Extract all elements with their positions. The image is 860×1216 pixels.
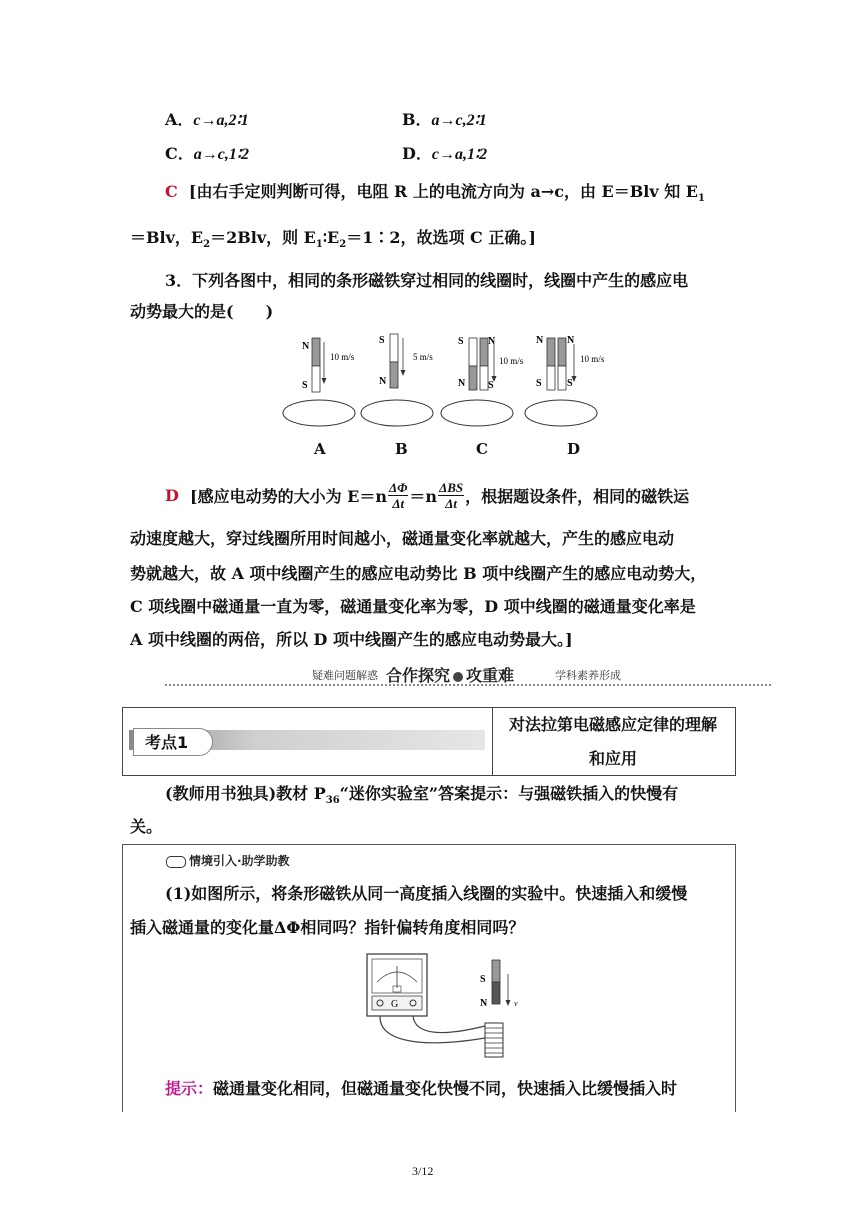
option-c: C．a→c,1∶2 <box>165 144 250 163</box>
magnet-s-half <box>492 960 500 982</box>
divider-title: 合作探究 攻重难 <box>386 666 515 685</box>
fig2-pole-n: N <box>480 998 488 1009</box>
coil <box>485 1023 503 1057</box>
answer2-line1: C [由右手定则判断可得，电阻 R 上的电流方向为 a→c，由 E＝Blv 知 $E_1$ <box>165 182 705 205</box>
speed-a: 10 m/s <box>330 352 355 362</box>
magnet-n-half <box>492 982 500 1004</box>
meter-g-label: G <box>391 999 399 1010</box>
pole-n-c2: N <box>488 336 496 347</box>
pole-s-b: S <box>379 335 385 346</box>
speed-c: 10 m/s <box>499 356 524 366</box>
magnet-c1-s <box>469 338 477 366</box>
magnet-c2-s <box>480 366 488 390</box>
fraction-1: ΔΦ Δt <box>389 480 408 511</box>
pole-s-c2: S <box>488 380 494 391</box>
answer3-line5: A 项中线圈的两倍，所以 D 项中线圈产生的感应电动势最大。] <box>130 630 573 649</box>
coil-a <box>283 400 355 426</box>
figure-label-b: B <box>395 440 408 458</box>
divider-arrow-icon <box>453 672 463 682</box>
magnet-d2-n <box>558 338 566 366</box>
teacher-note-line1: (教师用书独具)教材 $P_{36}“$迷你实验室”答案提示：与强磁铁插入的快慢有 <box>165 784 679 807</box>
speed-d: 10 m/s <box>580 354 605 364</box>
figure-label-a: A <box>314 440 326 458</box>
teacher-note-line2: 关。 <box>130 817 163 836</box>
pole-n-d2: N <box>567 335 575 346</box>
coil-d <box>525 400 597 426</box>
situation-question-line1: (1)如图所示，将条形磁铁从同一高度插入线圈的实验中。快速插入和缓慢 <box>165 884 688 903</box>
hint-line: 提示：磁通量变化相同，但磁通量变化快慢不同，快速插入比缓慢插入时 <box>165 1079 678 1098</box>
magnet-a-n <box>312 338 320 366</box>
divider-right-text: 学科素养形成 <box>555 669 621 682</box>
kaodian-title-line1: 对法拉第电磁感应定律的理解 <box>509 715 718 734</box>
answer3-line4: C 项线圈中磁通量一直为零，磁通量变化率为零，D 项中线圈的磁通量变化率是 <box>130 597 696 616</box>
pole-n-c1: N <box>458 378 466 389</box>
magnet-d1-n <box>547 338 555 366</box>
magnet-b-n <box>390 362 398 388</box>
magnet-c1-n <box>469 366 477 390</box>
kaodian-tag: 考点1 <box>145 733 189 752</box>
option-d: D．c→a,1∶2 <box>402 144 488 163</box>
magnet-d2-s <box>558 366 566 390</box>
page-number: 3/12 <box>412 1164 434 1178</box>
kaodian-box <box>122 707 736 776</box>
magnet-c2-n <box>480 338 488 366</box>
velocity-label: v <box>514 999 518 1008</box>
situation-header: 情境引入·助学助教 <box>166 852 290 869</box>
kaodian-title-line2: 和应用 <box>589 749 638 768</box>
figure-label-d: D <box>567 440 581 458</box>
option-a: A．c→a,2∶1 <box>165 110 249 129</box>
speed-b: 5 m/s <box>413 352 433 362</box>
question3-line1: 3．下列各图中，相同的条形磁铁穿过相同的线圈时，线圈中产生的感应电 <box>165 271 689 290</box>
magnet-coil-figure <box>280 330 620 435</box>
answer3-line3: 势就越大，故 A 项中线圈产生的感应电动势比 B 项中线圈产生的感应电动势大， <box>130 564 707 583</box>
pole-s-a: S <box>302 380 308 391</box>
fig2-pole-s: S <box>480 974 486 985</box>
magnet-b-s <box>390 334 398 362</box>
divider-left-text: 疑难问题解惑 <box>312 669 378 682</box>
pole-s-d1: S <box>536 378 542 389</box>
pole-s-c1: S <box>458 336 464 347</box>
fraction-2: ΔBS Δt <box>439 480 464 511</box>
figure-label-c: C <box>476 440 488 458</box>
pole-n-a: N <box>302 341 310 352</box>
answer3-line2: 动速度越大，穿过线圈所用时间越小，磁通量变化率就越大，产生的感应电动 <box>130 529 675 548</box>
answer2-line2: ＝Blv，$E_2=2Blv$，则 $E_1∶E_2=1∶2$，故选项 C 正确。] <box>130 228 536 251</box>
answer3-line1: D [感应电动势的大小为 E＝n ΔΦ Δt ＝n ΔBS Δt ，根据题设条件，相同的磁铁运 <box>165 480 690 511</box>
option-b: B．a→c,2∶1 <box>402 110 487 129</box>
hand-pointer-icon <box>166 856 186 868</box>
magnet-a-s <box>312 366 320 392</box>
pole-n-d1: N <box>536 335 544 346</box>
pole-s-d2: S <box>567 378 573 389</box>
coil-b <box>361 400 433 426</box>
magnet-d1-s <box>547 366 555 390</box>
pole-n-b: N <box>379 376 387 387</box>
question3-line2: 动势最大的是( ) <box>130 302 274 321</box>
situation-question-line2: 插入磁通量的变化量ΔΦ相同吗？指针偏转角度相同吗？ <box>130 918 525 937</box>
galvanometer-figure <box>365 948 535 1063</box>
coil-c <box>441 400 513 426</box>
